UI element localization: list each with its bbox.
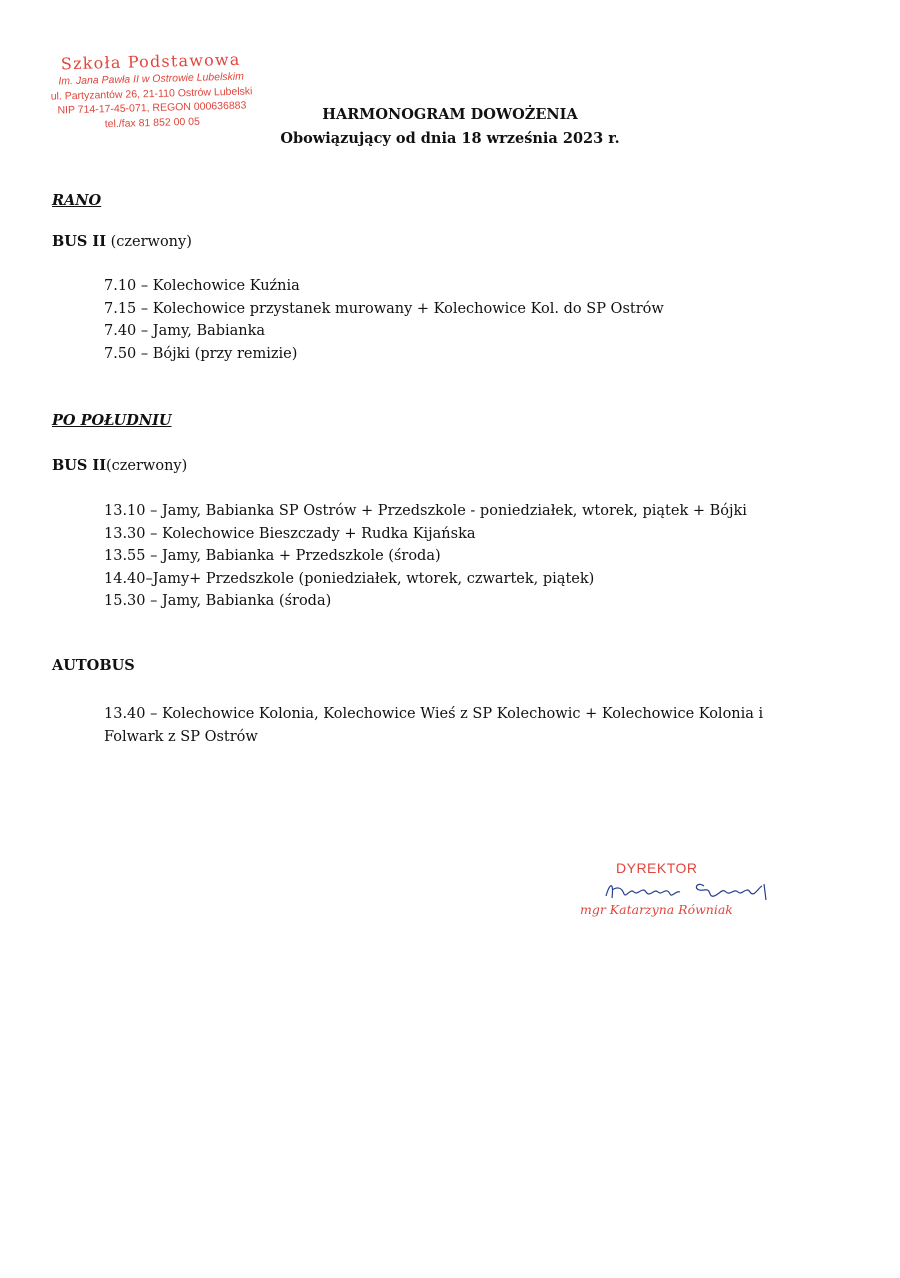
schedule-item: 14.40–Jamy+ Przedszkole (poniedziałek, wtorek, czwartek, piątek)	[104, 570, 595, 587]
bus-name: BUS II	[52, 457, 106, 474]
bus-color: (czerwony)	[106, 458, 188, 474]
bus-label-afternoon	[52, 457, 187, 474]
section-title-morning: RANO	[52, 192, 102, 209]
document-title: HARMONOGRAM DOWOŻENIA	[322, 106, 578, 123]
schedule-item: 7.40 – Jamy, Babianka	[104, 323, 266, 339]
schedule-list-afternoon	[104, 500, 824, 613]
schedule-list-autobus	[104, 703, 774, 748]
schedule-item: 15.30 – Jamy, Babianka (środa)	[104, 593, 332, 609]
bus-color: (czerwony)	[106, 234, 192, 250]
document-subtitle: Obowiązujący od dnia 18 września 2023 r.	[280, 130, 620, 147]
stamp-address: ul. Partyzantów 26, 21-110 Ostrów Lubelski	[50, 84, 253, 103]
stamp-school-name: Szkoła Podstawowa	[60, 49, 241, 74]
schedule-item: 13.30 – Kolechowice Bieszczady + Rudka Kijańska	[104, 525, 476, 542]
schedule-item: 13.55 – Jamy, Babianka + Przedszkole (środa)	[104, 548, 441, 564]
schedule-item: 7.50 – Bójki (przy remizie)	[104, 345, 298, 362]
stamp-phone: tel./fax 81 852 00 05	[104, 115, 201, 130]
schedule-list-morning	[104, 275, 824, 365]
schedule-item: 7.10 – Kolechowice Kuźnia	[104, 278, 300, 294]
stamp-patron: Im. Jana Pawła II w Ostrowie Lubelskim	[58, 70, 245, 88]
bus-label-morning	[52, 233, 192, 250]
signature-title: DYREKTOR	[616, 860, 698, 876]
bus-name: BUS II	[52, 233, 106, 250]
handwritten-signature-icon	[600, 878, 780, 904]
schedule-item: 13.10 – Jamy, Babianka SP Ostrów + Przedszkole - poniedziałek, wtorek, piątek + Bójki	[104, 503, 747, 519]
stamp-ids: NIP 714-17-45-071, REGON 000636883	[57, 99, 247, 117]
schedule-item: 7.15 – Kolechowice przystanek murowany + Kolechowice Kol. do SP Ostrów	[104, 300, 664, 317]
section-title-afternoon: PO POŁUDNIU	[52, 412, 172, 429]
schedule-item: 13.40 – Kolechowice Kolonia, Kolechowice Wieś z SP Kolechowic + Kolechowice Kolonia i Folwark z SP Ostrów	[104, 706, 764, 745]
section-title-autobus: AUTOBUS	[52, 657, 135, 674]
signature-name: mgr Katarzyna Równiak	[580, 902, 733, 917]
